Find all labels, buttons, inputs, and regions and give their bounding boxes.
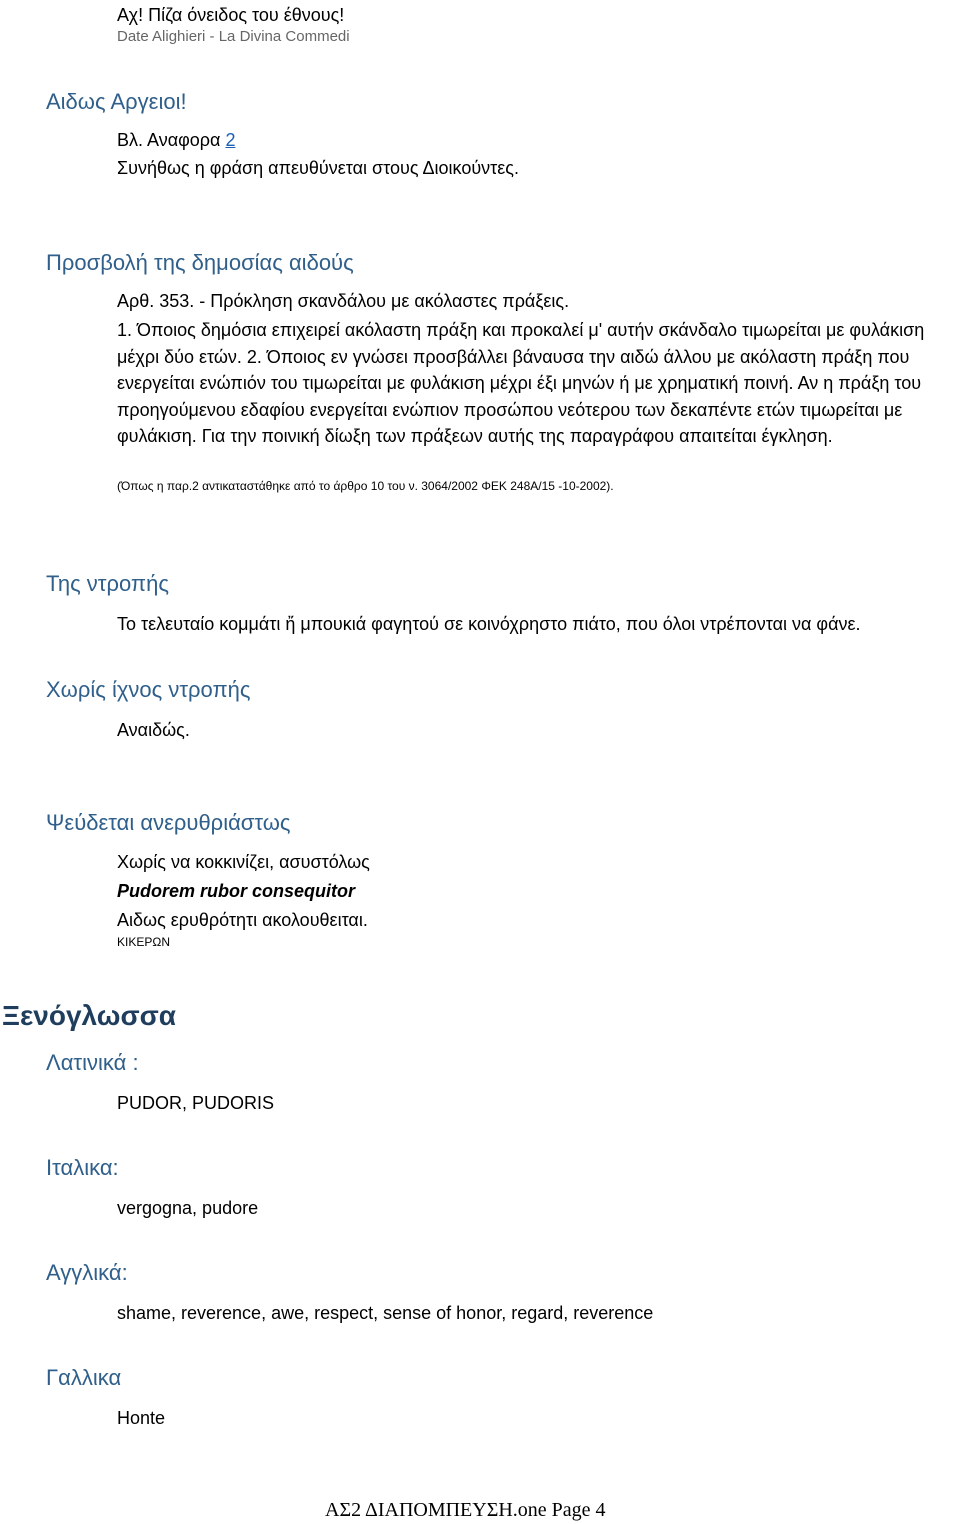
italian-label: Ιταλικα: bbox=[46, 1155, 119, 1180]
french-label: Γαλλικα bbox=[46, 1365, 122, 1390]
section-title-tis-ntropis: Της ντροπής bbox=[46, 571, 169, 596]
latin-value: PUDOR, PUDORIS bbox=[117, 1093, 275, 1113]
aidos-argeioi-text: Συνήθως η φράση απευθύνεται στους Διοικούντες. bbox=[117, 158, 519, 178]
page-footer: ΑΣ2 ΔΙΑΠΟΜΠΕΥΣΗ.one Page 4 bbox=[325, 1499, 606, 1521]
english-label: Αγγλικά: bbox=[46, 1260, 128, 1285]
article-line: Αρθ. 353. - Πρόκληση σκανδάλου με ακόλαστες πράξεις. bbox=[117, 291, 570, 311]
section-title-prosvoli: Προσβολή της δημοσίας αιδούς bbox=[46, 250, 354, 275]
section-title-aidos-argeioi: Αιδως Αργειοι! bbox=[46, 89, 187, 114]
pseudetai-latin-line: Pudorem rubor consequitor bbox=[117, 881, 356, 901]
article-body: 1. Όποιος δημόσια επιχειρεί ακόλαστη πράξη και προκαλεί μ' αυτήν σκάνδαλο τιμωρείται με φυλάκιση μέχρι δύο ετών. 2. Όποιος εν γνώσει προσβάλλει βάναυσα την αιδώ άλλου με ακόλαστη πράξη που ενεργείται ενώπιόν του τιμωρείται με φυλάκιση μέχρι έξι μηνών ή με χρηματική ποινή. Αν η πράξη του προηγούμενου εδαφίου ενεργείται ενώπιον προσώπου νεότερου των δεκαπέντε ετών τιμωρείται με φυλάκιση. Για την ποινική δίωξη των πράξεων αυτής της παραγράφου απαιτείται έγκληση. bbox=[117, 320, 925, 446]
italian-value: vergogna, pudore bbox=[117, 1198, 259, 1218]
quote-line: Αχ! Πίζα όνειδος του έθνους! bbox=[117, 5, 345, 25]
tis-ntropis-text: Το τελευταίο κομμάτι ἤ μπουκιά φαγητού σε κοινόχρηστο πιάτο, που όλοι ντρέπονται να φάνε. bbox=[117, 614, 861, 634]
article-note: (Όπως η παρ.2 αντικαταστάθηκε από το άρθρο 10 του ν. 3064/2002 ΦΕΚ 248Α/15 -10-2002). bbox=[117, 479, 614, 493]
reference-prefix: Βλ. Αναφορα bbox=[117, 130, 226, 150]
latin-label: Λατινικά : bbox=[46, 1050, 139, 1075]
reference-link[interactable]: 2 bbox=[225, 130, 236, 150]
english-value: shame, reverence, awe, respect, sense of honor, regard, reverence bbox=[117, 1303, 654, 1323]
pseudetai-author: ΚΙΚΕΡΩΝ bbox=[117, 935, 170, 949]
reference-line bbox=[117, 127, 235, 153]
french-value: Honte bbox=[117, 1408, 166, 1428]
quote-attribution: Date Alighieri - La Divina Commedi bbox=[117, 28, 350, 45]
pseudetai-line-3: Αιδως ερυθρότητι ακολουθειται. bbox=[117, 910, 368, 930]
foreign-section-title: Ξενόγλωσσα bbox=[2, 1000, 176, 1031]
pseudetai-line-1: Χωρίς να κοκκινίζει, ασυστόλως bbox=[117, 852, 370, 872]
section-title-xoris-ixnos: Χωρίς ίχνος ντροπής bbox=[46, 677, 251, 702]
section-title-pseudetai: Ψεύδεται ανερυθριάστως bbox=[46, 810, 291, 835]
xoris-ixnos-text: Αναιδώς. bbox=[117, 720, 190, 740]
